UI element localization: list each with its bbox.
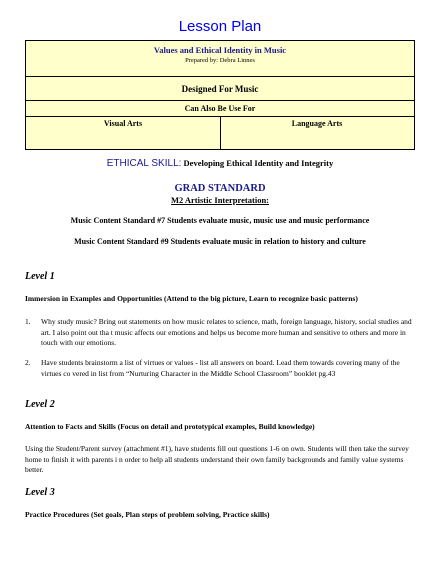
designed-for-row: Designed For Music <box>26 77 414 101</box>
artistic-interpretation: M2 Artistic Interpretation: <box>170 195 270 205</box>
can-also-be-used-row: Can Also Be Use For <box>26 101 414 117</box>
level-3-title: Level 3 <box>25 487 55 498</box>
subject-row <box>26 41 414 77</box>
prepared-by: Prepared by: Debra Linnes <box>185 57 255 64</box>
level-1-heading: Immersion in Examples and Opportunities (Attend to the big picture, Learn to recognize basic patterns) <box>25 294 358 303</box>
uses-row <box>26 117 414 149</box>
use-language-arts: Language Arts <box>291 119 343 128</box>
list-item-number: 2. <box>25 358 31 367</box>
lesson-subject: Values and Ethical Identity in Music <box>153 45 287 55</box>
use-visual-arts: Visual Arts <box>26 117 221 149</box>
level-1-title: Level 1 <box>25 271 55 282</box>
level-2-title: Level 2 <box>25 399 55 410</box>
content-standard-7: Music Content Standard #7 Students evaluate music, music use and music performance <box>70 216 370 225</box>
grad-standard-title: GRAD STANDARD <box>174 183 266 194</box>
list-item-text: Why study music? Bring out statements on how music relates to science, math, foreign language, history, social studies and art. I also point out tha t music affects our emotions and helps us become more human and sensitive to others and more in touch with our emotions. <box>41 317 412 347</box>
level-3-heading: Practice Procedures (Set goals, Plan steps of problem solving, Practice skills) <box>25 510 270 519</box>
header-table <box>25 40 415 150</box>
level-2-paragraph: Using the Student/Parent survey (attachment #1), have students fill out questions 1-6 on own. Students will then take the survey home to finish it with parents i n order to help all students understand their own family backgrounds and family value systems better. <box>25 444 409 474</box>
level-2-heading: Attention to Facts and Skills (Focus on detail and prototypical examples, Build knowledge) <box>25 422 315 431</box>
list-item-number: 1. <box>25 317 31 326</box>
ethical-skill-label: ETHICAL SKILL: <box>106 158 182 169</box>
content-standard-9: Music Content Standard #9 Students evaluate music in relation to history and culture <box>74 237 366 246</box>
list-item-text: Have students brainstorm a list of virtues or values - list all answers on board. Lead them towards covering many of the virtues co vered in list from “Nurturing Character in the Middle School Classroom” booklet pg.43 <box>41 358 400 378</box>
ethical-skill <box>0 157 440 170</box>
page-title: Lesson Plan <box>178 18 262 35</box>
ethical-skill-text: Developing Ethical Identity and Integrity <box>183 158 334 168</box>
